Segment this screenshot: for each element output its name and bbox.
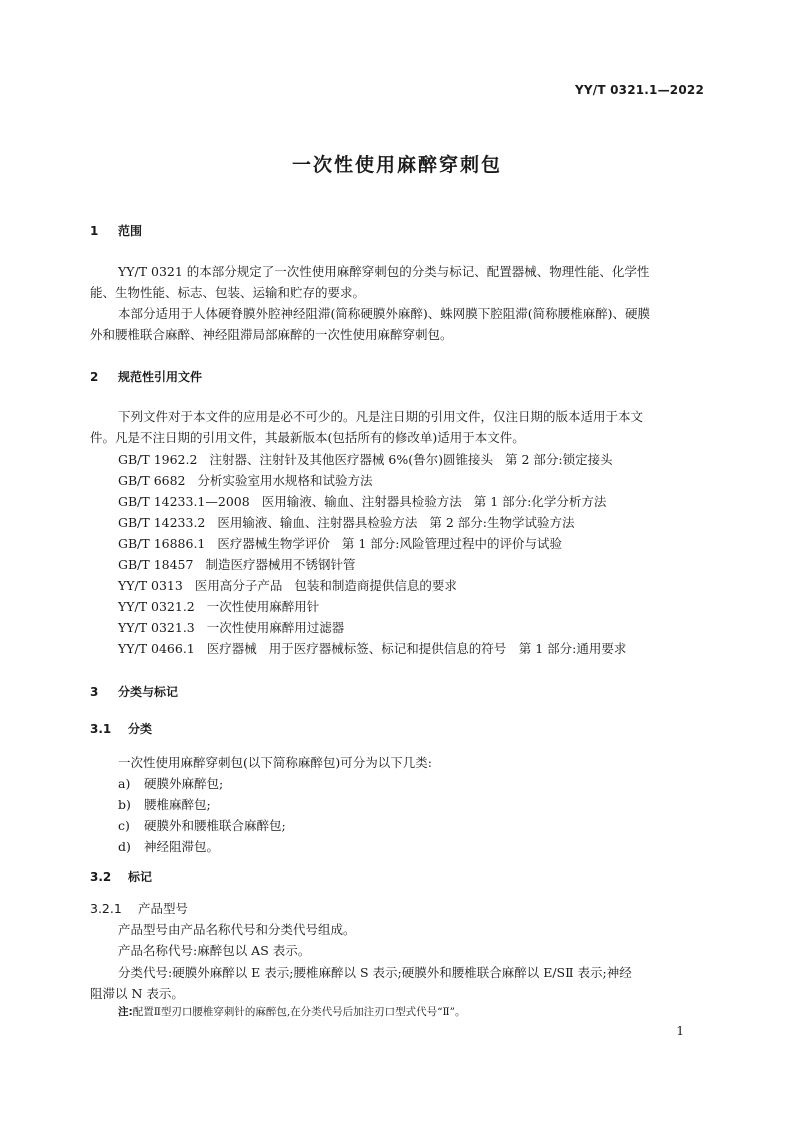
reference-item — [118, 639, 626, 657]
reference-code: GB/T 6682 — [118, 473, 186, 488]
section-title: 产品型号 — [138, 901, 189, 916]
reference-code: YY/T 0313 — [118, 578, 183, 593]
note-label: 注: — [118, 1006, 133, 1018]
reference-item — [118, 555, 355, 573]
reference-title: 注射器、注射针及其他医疗器械 6%(鲁尔)圆锥接头 — [209, 452, 493, 467]
section-title: 标记 — [128, 870, 153, 884]
reference-part: 第 2 部分:生物学试验方法 — [429, 515, 575, 530]
section-2-heading — [90, 368, 202, 385]
reference-title: 医用输液、输血、注射器具检验方法 — [261, 494, 462, 509]
reference-item — [118, 450, 613, 468]
reference-part: 第 1 部分:化学分析方法 — [473, 494, 607, 509]
reference-title: 分析实验室用水规格和试验方法 — [197, 473, 373, 488]
section-title: 分类与标记 — [118, 685, 179, 699]
page-title: 一次性使用麻醉穿刺包 — [291, 154, 502, 176]
reference-code: YY/T 0466.1 — [118, 641, 195, 656]
reference-code: GB/T 14233.2 — [118, 515, 206, 530]
reference-code: YY/T 0321.2 — [118, 599, 195, 614]
page-number: 1 — [676, 1024, 684, 1038]
section-number: 3.2.1 — [90, 901, 122, 916]
section-1-heading — [90, 222, 142, 239]
references-intro: 下列文件对于本文件的应用是必不可少的。凡是注日期的引用文件，仅注日期的版本适用于本文 件。凡是不注日期的引用文件，其最新版本(包括所有的修改单)适用于本文件。 — [90, 409, 644, 445]
reference-title: 医疗器械 — [206, 641, 257, 656]
reference-title: 医用输液、输血、注射器具检验方法 — [217, 515, 418, 530]
section-3-heading — [90, 683, 178, 700]
note — [118, 1004, 466, 1019]
reference-item — [118, 513, 575, 531]
scope-paragraph-2: 本部分适用于人体硬脊膜外腔神经阻滞(简称硬膜外麻醉)、蛛网膜下腔阻滞(简称腰椎麻醉)、硬膜 外和腰椎联合麻醉、神经阻滞局部麻醉的一次性使用麻醉穿刺包。 — [90, 306, 651, 342]
reference-item — [118, 534, 562, 552]
reference-title: 医用高分子产品 — [194, 578, 283, 593]
reference-code: YY/T 0321.3 — [118, 620, 195, 635]
scope-paragraph-1: YY/T 0321 的本部分规定了一次性使用麻醉穿刺包的分类与标记、配置器械、物理性能、化学性 能、生物性能、标志、包装、运输和贮存的要求。 — [90, 264, 650, 300]
section-3-1-heading — [90, 720, 152, 737]
reference-code: GB/T 18457 — [118, 557, 194, 572]
section-number: 3.1 — [90, 722, 112, 736]
section-3-2-heading — [90, 868, 152, 885]
classification-code-paragraph: 分类代号:硬膜外麻醉以 E 表示;腰椎麻醉以 S 表示;硬膜外和腰椎联合麻醉以 E/SⅡ 表示;神经 阻滞以 N 表示。 — [90, 965, 632, 1001]
classification-intro: 一次性使用麻醉穿刺包(以下简称麻醉包)可分为以下几类: — [118, 755, 432, 770]
reference-item — [118, 576, 457, 594]
section-number: 3 — [90, 685, 99, 699]
section-number: 1 — [90, 224, 99, 238]
reference-part: 第 1 部分:风险管理过程中的评价与试验 — [341, 536, 563, 551]
reference-item — [118, 471, 373, 489]
section-title: 范围 — [118, 224, 143, 238]
reference-item — [118, 597, 319, 615]
reference-item — [118, 492, 606, 510]
model-text-line: 产品名称代号:麻醉包以 AS 表示。 — [118, 943, 311, 958]
reference-part: 用于医疗器械标签、标记和提供信息的符号 第 1 部分:通用要求 — [268, 641, 627, 656]
list-item: b) 腰椎麻醉包; — [118, 797, 211, 812]
reference-item — [118, 618, 344, 636]
section-title: 规范性引用文件 — [118, 370, 203, 384]
list-item: d) 神经阻滞包。 — [118, 839, 220, 854]
list-item: a) 硬膜外麻醉包; — [118, 776, 224, 791]
reference-title: 医疗器械生物学评价 — [217, 536, 330, 551]
section-number: 2 — [90, 370, 99, 384]
section-number: 3.2 — [90, 870, 112, 884]
model-text-line: 产品型号由产品名称代号和分类代号组成。 — [118, 922, 356, 937]
section-3-2-1-heading — [90, 899, 188, 917]
note-text: 配置Ⅱ型刃口腰椎穿刺针的麻醉包,在分类代号后加注刃口型式代号“Ⅱ”。 — [132, 1006, 466, 1018]
reference-part: 第 2 部分:锁定接头 — [505, 452, 613, 467]
reference-part: 包装和制造商提供信息的要求 — [294, 578, 457, 593]
reference-title: 制造医疗器械用不锈钢针管 — [205, 557, 356, 572]
reference-code: GB/T 1962.2 — [118, 452, 198, 467]
reference-code: GB/T 14233.1—2008 — [118, 494, 250, 509]
standard-code: YY/T 0321.1—2022 — [574, 83, 704, 97]
reference-title: 一次性使用麻醉用过滤器 — [206, 620, 345, 635]
section-title: 分类 — [128, 722, 153, 736]
reference-code: GB/T 16886.1 — [118, 536, 206, 551]
reference-title: 一次性使用麻醉用针 — [206, 599, 320, 614]
list-item: c) 硬膜外和腰椎联合麻醉包; — [118, 818, 286, 833]
